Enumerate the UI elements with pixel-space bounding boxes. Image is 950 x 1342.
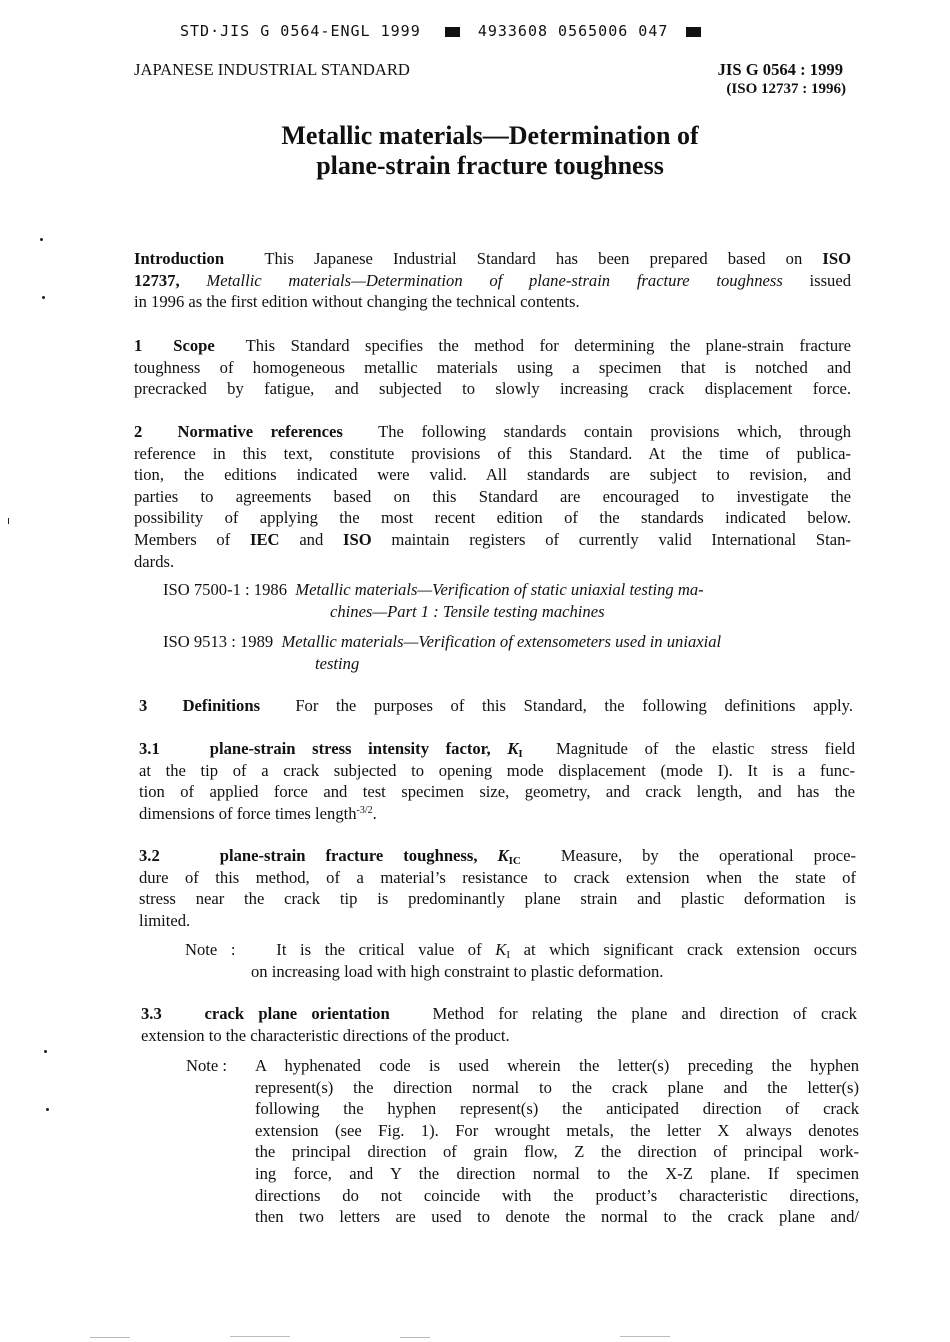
introduction-section: Introduction This Japanese Industrial Standard has been prepared based on ISO 12737, Metallic materials—Determination of plane-strain fracture toughness issued in 1996 as the first edition without changing the technical contents. <box>134 249 851 312</box>
definition-3-3: 3.3 crack plane orientation Method for relating the plane and direction of crack extension to the characteristic directions of the product. <box>141 1004 857 1045</box>
reference-title: Metallic materials—Verification of static uniaxial testing ma- <box>295 580 704 599</box>
note-label: Note : <box>186 1056 228 1075</box>
stamp-mid: 4933608 0565006 047 <box>477 22 669 40</box>
scan-edge <box>400 1337 430 1338</box>
margin-speck <box>8 518 9 524</box>
normative-references-section: 2 Normative references The following standards contain provisions which, through reference in this text, constitute provisions of this Standard. At the time of publica- tion, the editions indicated were valid. All standards are subject to revision, and parties to agreements based on this Standard are encouraged to investigate the possibility of applying the most recent edition of the standards indicated below. Members of IEC and ISO maintain registers of currently valid International Stan- dards. <box>134 422 852 571</box>
reference-item: ISO 7500-1 : 1986 Metallic materials—Verification of static uniaxial testing ma- chines—Part 1 : Tensile testing machines <box>163 580 704 621</box>
reference-item: ISO 9513 : 1989 Metallic materials—Verification of extensometers used in uniaxial testing <box>163 632 722 673</box>
definition-3-1: 3.1 plane-strain stress intensity factor, $K_I$ Magnitude of the elastic stress field at the tip of a crack subjected to opening mode displacement (mode I). It is a func- tion of applied force and test specimen size, geometry, and crack length, and has the dimensions of force times length$^{-3/2}$. <box>139 739 856 823</box>
margin-speck <box>44 1050 47 1053</box>
note-label: Note : <box>185 940 236 959</box>
redaction-block <box>445 27 460 37</box>
margin-speck <box>40 238 43 241</box>
definition-note: A hyphenated code is used wherein the letter(s) preceding the hyphen represent(s) the direction normal to the crack plane and the letter(s) following the hyphen represent(s) the anticipated direction of crack extension (see Fig. 1). For wrought metals, the letter X always denotes the principal direction of grain flow, Z the direction of principal work- ing force, and Y the direction normal to the X-Z plane. If specimen directions do not coincide with the product’s characteristic directions, then two letters are used to denote the normal to the crack plane and/ <box>255 1056 859 1227</box>
definition-note: Note : It is the critical value of $K_I$ at which significant crack extension occurs on increasing load with high constraint to plastic deformation. <box>185 940 858 981</box>
scan-edge <box>620 1336 670 1337</box>
margin-speck <box>46 1108 49 1111</box>
scope-section: 1 Scope This Standard specifies the method for determining the plane-strain fracture toughness of homogeneous metallic materials using a specimen that is notched and precracked by fatigue, and subjected to slowly increasing crack displacement force. <box>134 336 852 399</box>
definition-heading: 3.2 plane-strain fracture toughness, $K_{IC}$ <box>139 846 521 867</box>
page-title <box>0 121 950 181</box>
iso-number: (ISO 12737 : 1996) <box>726 81 846 97</box>
reference-code: ISO 9513 : 1989 <box>163 632 274 651</box>
title-line-1: Metallic materials—Determination of <box>281 121 699 150</box>
definition-heading: 3.1 plane-strain stress intensity factor, $K_I$ <box>139 739 523 760</box>
scan-stamp <box>180 22 701 40</box>
definition-3-2: 3.2 plane-strain fracture toughness, $K_{IC}$ Measure, by the operational proce- dure of this method, of a material’s resistance to crack extension when the state of stress near the crack tip is predominantly plane strain and plastic deformation is limited. <box>139 846 856 930</box>
title-line-2: plane-strain fracture toughness <box>316 151 664 180</box>
standard-number: JIS G 0564 : 1999 <box>717 60 843 79</box>
redaction-block <box>686 27 701 37</box>
intro-heading: Introduction <box>134 249 225 268</box>
scope-heading: 1 Scope <box>134 336 215 355</box>
stamp-left: STD·JIS G 0564-ENGL 1999 <box>180 22 421 40</box>
scan-edge <box>230 1336 290 1337</box>
margin-speck <box>42 296 45 299</box>
reference-title: Metallic materials—Verification of extensometers used in uniaxial <box>281 632 722 651</box>
normref-heading: 2 Normative references <box>134 422 343 441</box>
org-name: JAPANESE INDUSTRIAL STANDARD <box>134 60 410 79</box>
scan-edge <box>90 1337 130 1338</box>
definition-heading: 3.3 crack plane orientation <box>141 1004 390 1023</box>
reference-code: ISO 7500-1 : 1986 <box>163 580 287 599</box>
definitions-section: 3 Definitions For the purposes of this Standard, the following definitions apply. <box>139 696 854 715</box>
definitions-heading: 3 Definitions <box>139 696 261 715</box>
